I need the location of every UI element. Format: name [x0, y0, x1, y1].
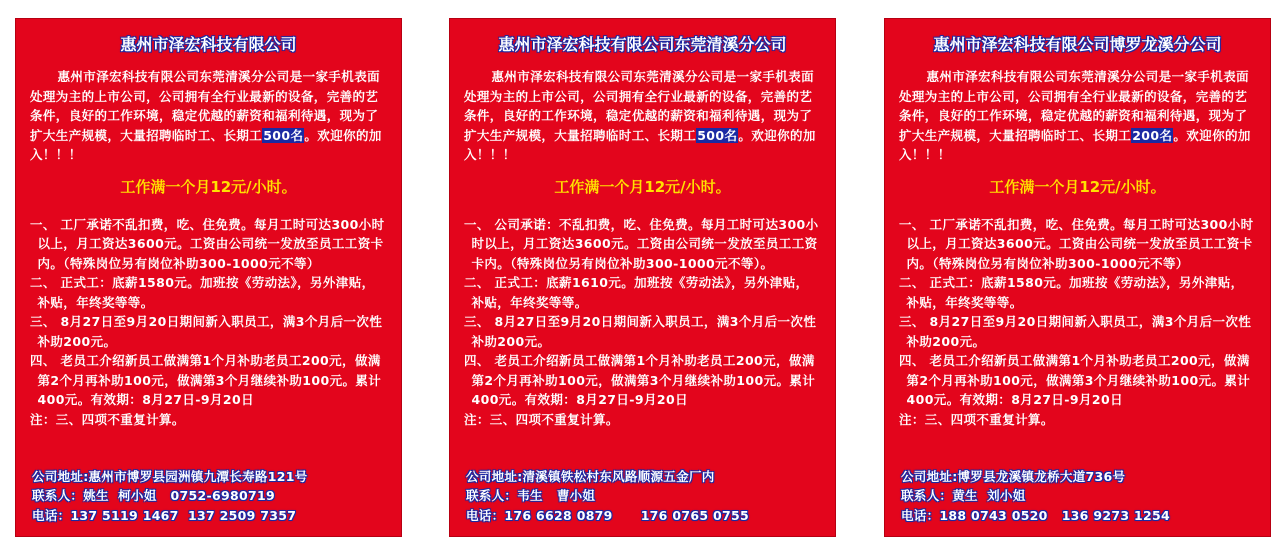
- benefit-list: [899, 215, 1256, 430]
- benefit-item: 四、 老员工介绍新员工做满第1个月补助老员工200元，做满第2个月再补助100元，做满第3个月继续补助100元。累计400元。有效期：8月27日-9月20日: [30, 353, 382, 407]
- contact-persons: 联系人：韦生 曹小姐: [466, 488, 596, 503]
- benefit-list: [30, 215, 387, 430]
- benefit-list: [464, 215, 821, 430]
- wage-headline: 工作满一个月12元/小时。: [554, 177, 731, 196]
- intro-paragraph: 惠州市泽宏科技有限公司东莞清溪分公司是一家手机表面处理为主的上市公司，公司拥有全行业最新的设备，完善的艺条件，良好的工作环境，稳定优越的薪资和福利待遇，现为了扩大生产规模，大量招聘临时工、长期工200名。欢迎你的加入！！！: [899, 69, 1251, 162]
- benefit-item: 一、 公司承诺：不乱扣费，吃、住免费。每月工时可达300小时以上，月工资达3600元。工资由公司统一发放至员工工资卡内。（特殊岗位另有岗位补助300-1000元不等）。: [464, 216, 819, 271]
- benefit-item: 二、 正式工：底薪1580元。加班按《劳动法》，另外津贴，补贴，年终奖等等。: [30, 275, 375, 310]
- benefit-item: 四、 老员工介绍新员工做满第1个月补助老员工200元，做满第2个月再补助100元，做满第3个月继续补助100元。累计400元。有效期：8月27日-9月20日: [899, 353, 1251, 407]
- contact-persons: 联系人：黄生 刘小姐: [901, 488, 1026, 503]
- poster-title: 惠州市泽宏科技有限公司博罗龙溪分公司: [933, 35, 1222, 54]
- benefit-item: 二、 正式工：底薪1610元。加班按《劳动法》，另外津贴，补贴，年终奖等等。: [464, 275, 809, 310]
- wage-headline: 工作满一个月12元/小时。: [120, 177, 297, 196]
- benefit-note: 注：三、四项不重复计算。: [30, 411, 185, 427]
- benefit-item: 三、 8月27日至9月20日期间新入职员工，满3个月后一次性补助200元。: [899, 314, 1252, 349]
- benefit-item: 二、 正式工：底薪1580元。加班按《劳动法》，另外津贴，补贴，年终奖等等。: [899, 275, 1244, 310]
- intro-paragraph: 惠州市泽宏科技有限公司东莞清溪分公司是一家手机表面处理为主的上市公司，公司拥有全行业最新的设备，完善的艺条件，良好的工作环境，稳定优越的薪资和福利待遇，现为了扩大生产规模，大量招聘临时工、长期工500名。欢迎你的加入！！！: [30, 69, 382, 162]
- company-address: 公司地址:惠州市博罗县园洲镇九潭长寿路121号: [32, 468, 308, 484]
- landline-phone: 0752-6980719: [170, 488, 275, 503]
- benefit-item: 三、 8月27日至9月20日期间新入职员工，满3个月后一次性补助200元。: [30, 314, 383, 349]
- headcount-highlight: 500名: [697, 127, 738, 143]
- benefit-item: 四、 老员工介绍新员工做满第1个月补助老员工200元，做满第2个月再补助100元，做满第3个月继续补助100元。累计400元。有效期：8月27日-9月20日: [464, 353, 816, 407]
- company-address: 公司地址:清溪镇铁松村东风路顺源五金厂内: [466, 468, 715, 484]
- contact-block: [32, 467, 393, 526]
- headcount-highlight: 500名: [263, 127, 304, 143]
- benefit-item: 一、 工厂承诺不乱扣费，吃、住免费。每月工时可达300小时以上，月工资达3600元。工资由公司统一发放至员工工资卡内。（特殊岗位另有岗位补助300-1000元不等）: [30, 216, 385, 271]
- poster-title: 惠州市泽宏科技有限公司东莞清溪分公司: [498, 35, 787, 54]
- contact-persons: 联系人：姚生 柯小姐 0752-6980719: [32, 488, 275, 503]
- poster-title: 惠州市泽宏科技有限公司: [120, 35, 297, 54]
- benefit-note: 注：三、四项不重复计算。: [464, 411, 619, 427]
- phone-numbers: 电话：188 0743 0520 136 9273 1254: [901, 507, 1170, 523]
- recruitment-poster-zehong: [15, 18, 402, 537]
- intro-paragraph: 惠州市泽宏科技有限公司东莞清溪分公司是一家手机表面处理为主的上市公司，公司拥有全行业最新的设备，完善的艺条件，良好的工作环境，稳定优越的薪资和福利待遇，现为了扩大生产规模，大量招聘临时工、长期工500名。欢迎你的加入！！！: [464, 69, 816, 162]
- contact-block: [901, 467, 1262, 526]
- phone-numbers: 电话：137 5119 1467 137 2509 7357: [32, 507, 297, 523]
- benefit-item: 一、 工厂承诺不乱扣费，吃、住免费。每月工时可达300小时以上，月工资达3600元。工资由公司统一发放至员工工资卡内。（特殊岗位另有岗位补助300-1000元不等）: [899, 216, 1254, 271]
- phone-numbers: 电话：176 6628 0879 176 0765 0755: [466, 507, 749, 523]
- benefit-item: 三、 8月27日至9月20日期间新入职员工，满3个月后一次性补助200元。: [464, 314, 817, 349]
- recruitment-poster-longxi: [884, 18, 1271, 537]
- wage-headline: 工作满一个月12元/小时。: [989, 177, 1166, 196]
- recruitment-poster-qingxi: [449, 18, 836, 537]
- contact-block: [466, 467, 827, 526]
- headcount-highlight: 200名: [1132, 127, 1173, 143]
- benefit-note: 注：三、四项不重复计算。: [899, 411, 1054, 427]
- company-address: 公司地址:博罗县龙溪镇龙桥大道736号: [901, 468, 1126, 484]
